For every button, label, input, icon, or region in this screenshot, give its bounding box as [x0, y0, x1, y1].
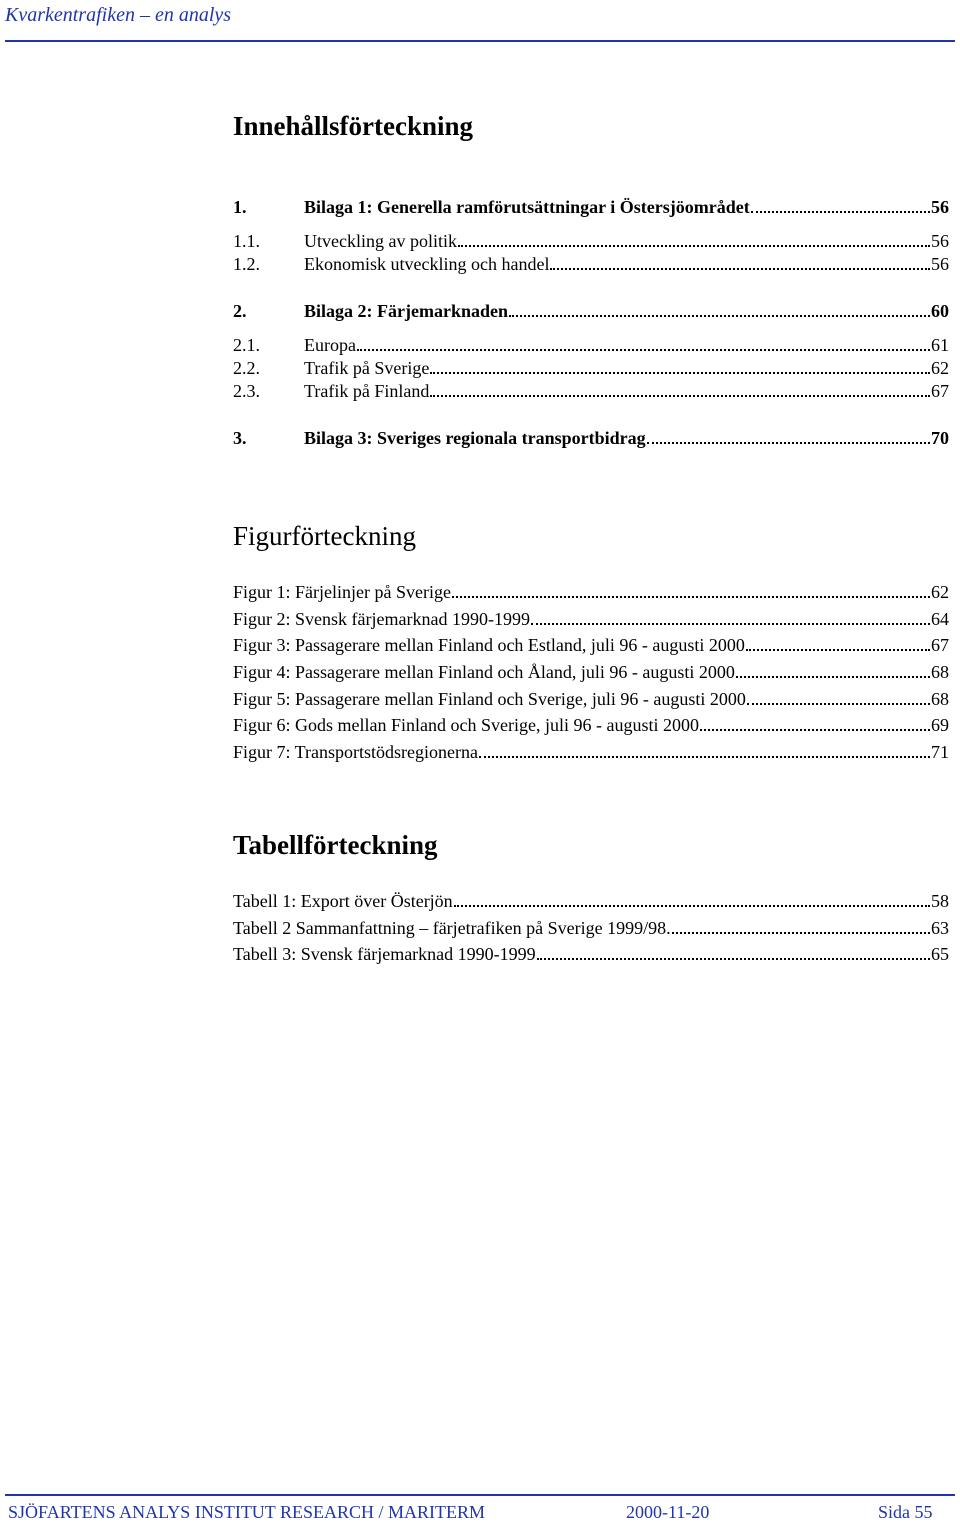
toc-entry-2-1[interactable] — [233, 333, 949, 357]
toc-entry-number: 1. — [233, 197, 247, 217]
figure-entry-6[interactable] — [233, 713, 949, 737]
toc-entry-title: Trafik på Sverige — [304, 358, 430, 378]
toc-entry-2-2[interactable] — [233, 356, 949, 380]
dot-leader — [458, 245, 930, 247]
dot-leader — [537, 958, 930, 960]
figure-entry-title: Figur 6: Gods mellan Finland och Sverige, juli 96 - augusti 2000 — [233, 715, 699, 735]
figure-entry-page: 71 — [931, 742, 949, 762]
toc-entry-2-3[interactable] — [233, 379, 949, 403]
toc-entry-page: 60 — [931, 301, 949, 321]
toc-entry-number: 1.2. — [233, 254, 260, 274]
dot-leader — [509, 315, 930, 317]
dot-leader — [531, 623, 930, 625]
toc-entry-2[interactable] — [233, 299, 949, 323]
figure-entry-2[interactable] — [233, 607, 949, 631]
toc-entry-page: 56 — [931, 254, 949, 274]
figure-entry-1[interactable] — [233, 580, 949, 604]
figure-entry-title: Figur 5: Passagerare mellan Finland och Sverige, juli 96 - augusti 2000 — [233, 689, 746, 709]
toc-entry-title: Europa — [304, 335, 356, 355]
toc-entry-title: Bilaga 2: Färjemarknaden — [304, 301, 508, 321]
figure-entry-title: Figur 4: Passagerare mellan Finland och Åland, juli 96 - augusti 2000 — [233, 662, 735, 682]
dot-leader — [746, 649, 930, 651]
dot-leader — [430, 395, 930, 397]
table-entry-page: 63 — [931, 918, 949, 938]
dot-leader — [550, 268, 930, 270]
dot-leader — [751, 211, 930, 213]
table-entry-title: Tabell 2 Sammanfattning – färjetrafiken på Sverige 1999/98. — [233, 918, 671, 938]
figure-entry-page: 68 — [931, 689, 949, 709]
toc-entry-page: 70 — [931, 428, 949, 448]
dot-leader — [452, 596, 930, 598]
table-entry-title: Tabell 3: Svensk färjemarknad 1990-1999 — [233, 944, 536, 964]
footer-page-number: Sida 55 — [878, 1502, 933, 1522]
footer-divider — [5, 1494, 955, 1496]
toc-entry-1-2[interactable] — [233, 252, 949, 276]
figure-entry-page: 68 — [931, 662, 949, 682]
toc-entry-number: 2.2. — [233, 358, 260, 378]
figure-entry-3[interactable] — [233, 633, 949, 657]
figures-heading: Figurförteckning — [233, 521, 416, 551]
toc-entry-number: 2. — [233, 301, 247, 321]
table-entry-3[interactable] — [233, 942, 949, 966]
table-entry-title: Tabell 1: Export över Österjön — [233, 891, 453, 911]
footer-organization: SJÖFARTENS ANALYS INSTITUT RESEARCH / MARITERM — [8, 1502, 485, 1522]
toc-entry-page: 61 — [931, 335, 949, 355]
toc-entry-title: Bilaga 3: Sveriges regionala transportbidrag — [304, 428, 646, 448]
figure-entry-page: 64 — [931, 609, 949, 629]
toc-entry-page: 56 — [931, 197, 949, 217]
toc-entry-title: Trafik på Finland — [304, 381, 430, 401]
dot-leader — [736, 676, 930, 678]
toc-entry-title: Ekonomisk utveckling och handel — [304, 254, 550, 274]
figure-entry-page: 62 — [931, 582, 949, 602]
table-entry-page: 65 — [931, 944, 949, 964]
toc-entry-number: 2.3. — [233, 381, 260, 401]
figure-entry-title: Figur 7: Transportstödsregionerna — [233, 742, 478, 762]
dot-leader — [700, 729, 930, 731]
figure-entry-5[interactable] — [233, 687, 949, 711]
toc-entry-1-1[interactable] — [233, 229, 949, 253]
figure-entry-page: 69 — [931, 715, 949, 735]
table-entry-page: 58 — [931, 891, 949, 911]
toc-entry-page: 67 — [931, 381, 949, 401]
dot-leader — [479, 756, 930, 758]
dot-leader — [672, 932, 930, 934]
toc-entry-number: 1.1. — [233, 231, 260, 251]
toc-entry-number: 2.1. — [233, 335, 260, 355]
toc-entry-page: 62 — [931, 358, 949, 378]
toc-entry-title: Utveckling av politik — [304, 231, 457, 251]
toc-entry-number: 3. — [233, 428, 247, 448]
toc-entry-page: 56 — [931, 231, 949, 251]
table-entry-1[interactable] — [233, 889, 949, 913]
figure-entry-title: Figur 1: Färjelinjer på Sverige — [233, 582, 451, 602]
dot-leader — [357, 349, 930, 351]
running-header-title: Kvarkentrafiken – en analys — [5, 4, 232, 26]
dot-leader — [430, 372, 930, 374]
footer-date: 2000-11-20 — [626, 1502, 710, 1522]
toc-entry-1[interactable] — [233, 195, 949, 219]
toc-entry-3[interactable] — [233, 426, 949, 450]
table-entry-2[interactable] — [233, 916, 949, 940]
figure-entry-7[interactable] — [233, 740, 949, 764]
figure-entry-title: Figur 2: Svensk färjemarknad 1990-1999 — [233, 609, 530, 629]
header-divider — [5, 40, 955, 42]
figure-entry-4[interactable] — [233, 660, 949, 684]
figure-entry-page: 67 — [931, 635, 949, 655]
dot-leader — [747, 703, 930, 705]
dot-leader — [647, 442, 930, 444]
toc-heading: Innehållsförteckning — [233, 111, 474, 141]
dot-leader — [454, 905, 930, 907]
toc-entry-title: Bilaga 1: Generella ramförutsättningar i Östersjöområdet — [304, 197, 750, 217]
tables-heading: Tabellförteckning — [233, 830, 438, 860]
figure-entry-title: Figur 3: Passagerare mellan Finland och Estland, juli 96 - augusti 2000 — [233, 635, 745, 655]
